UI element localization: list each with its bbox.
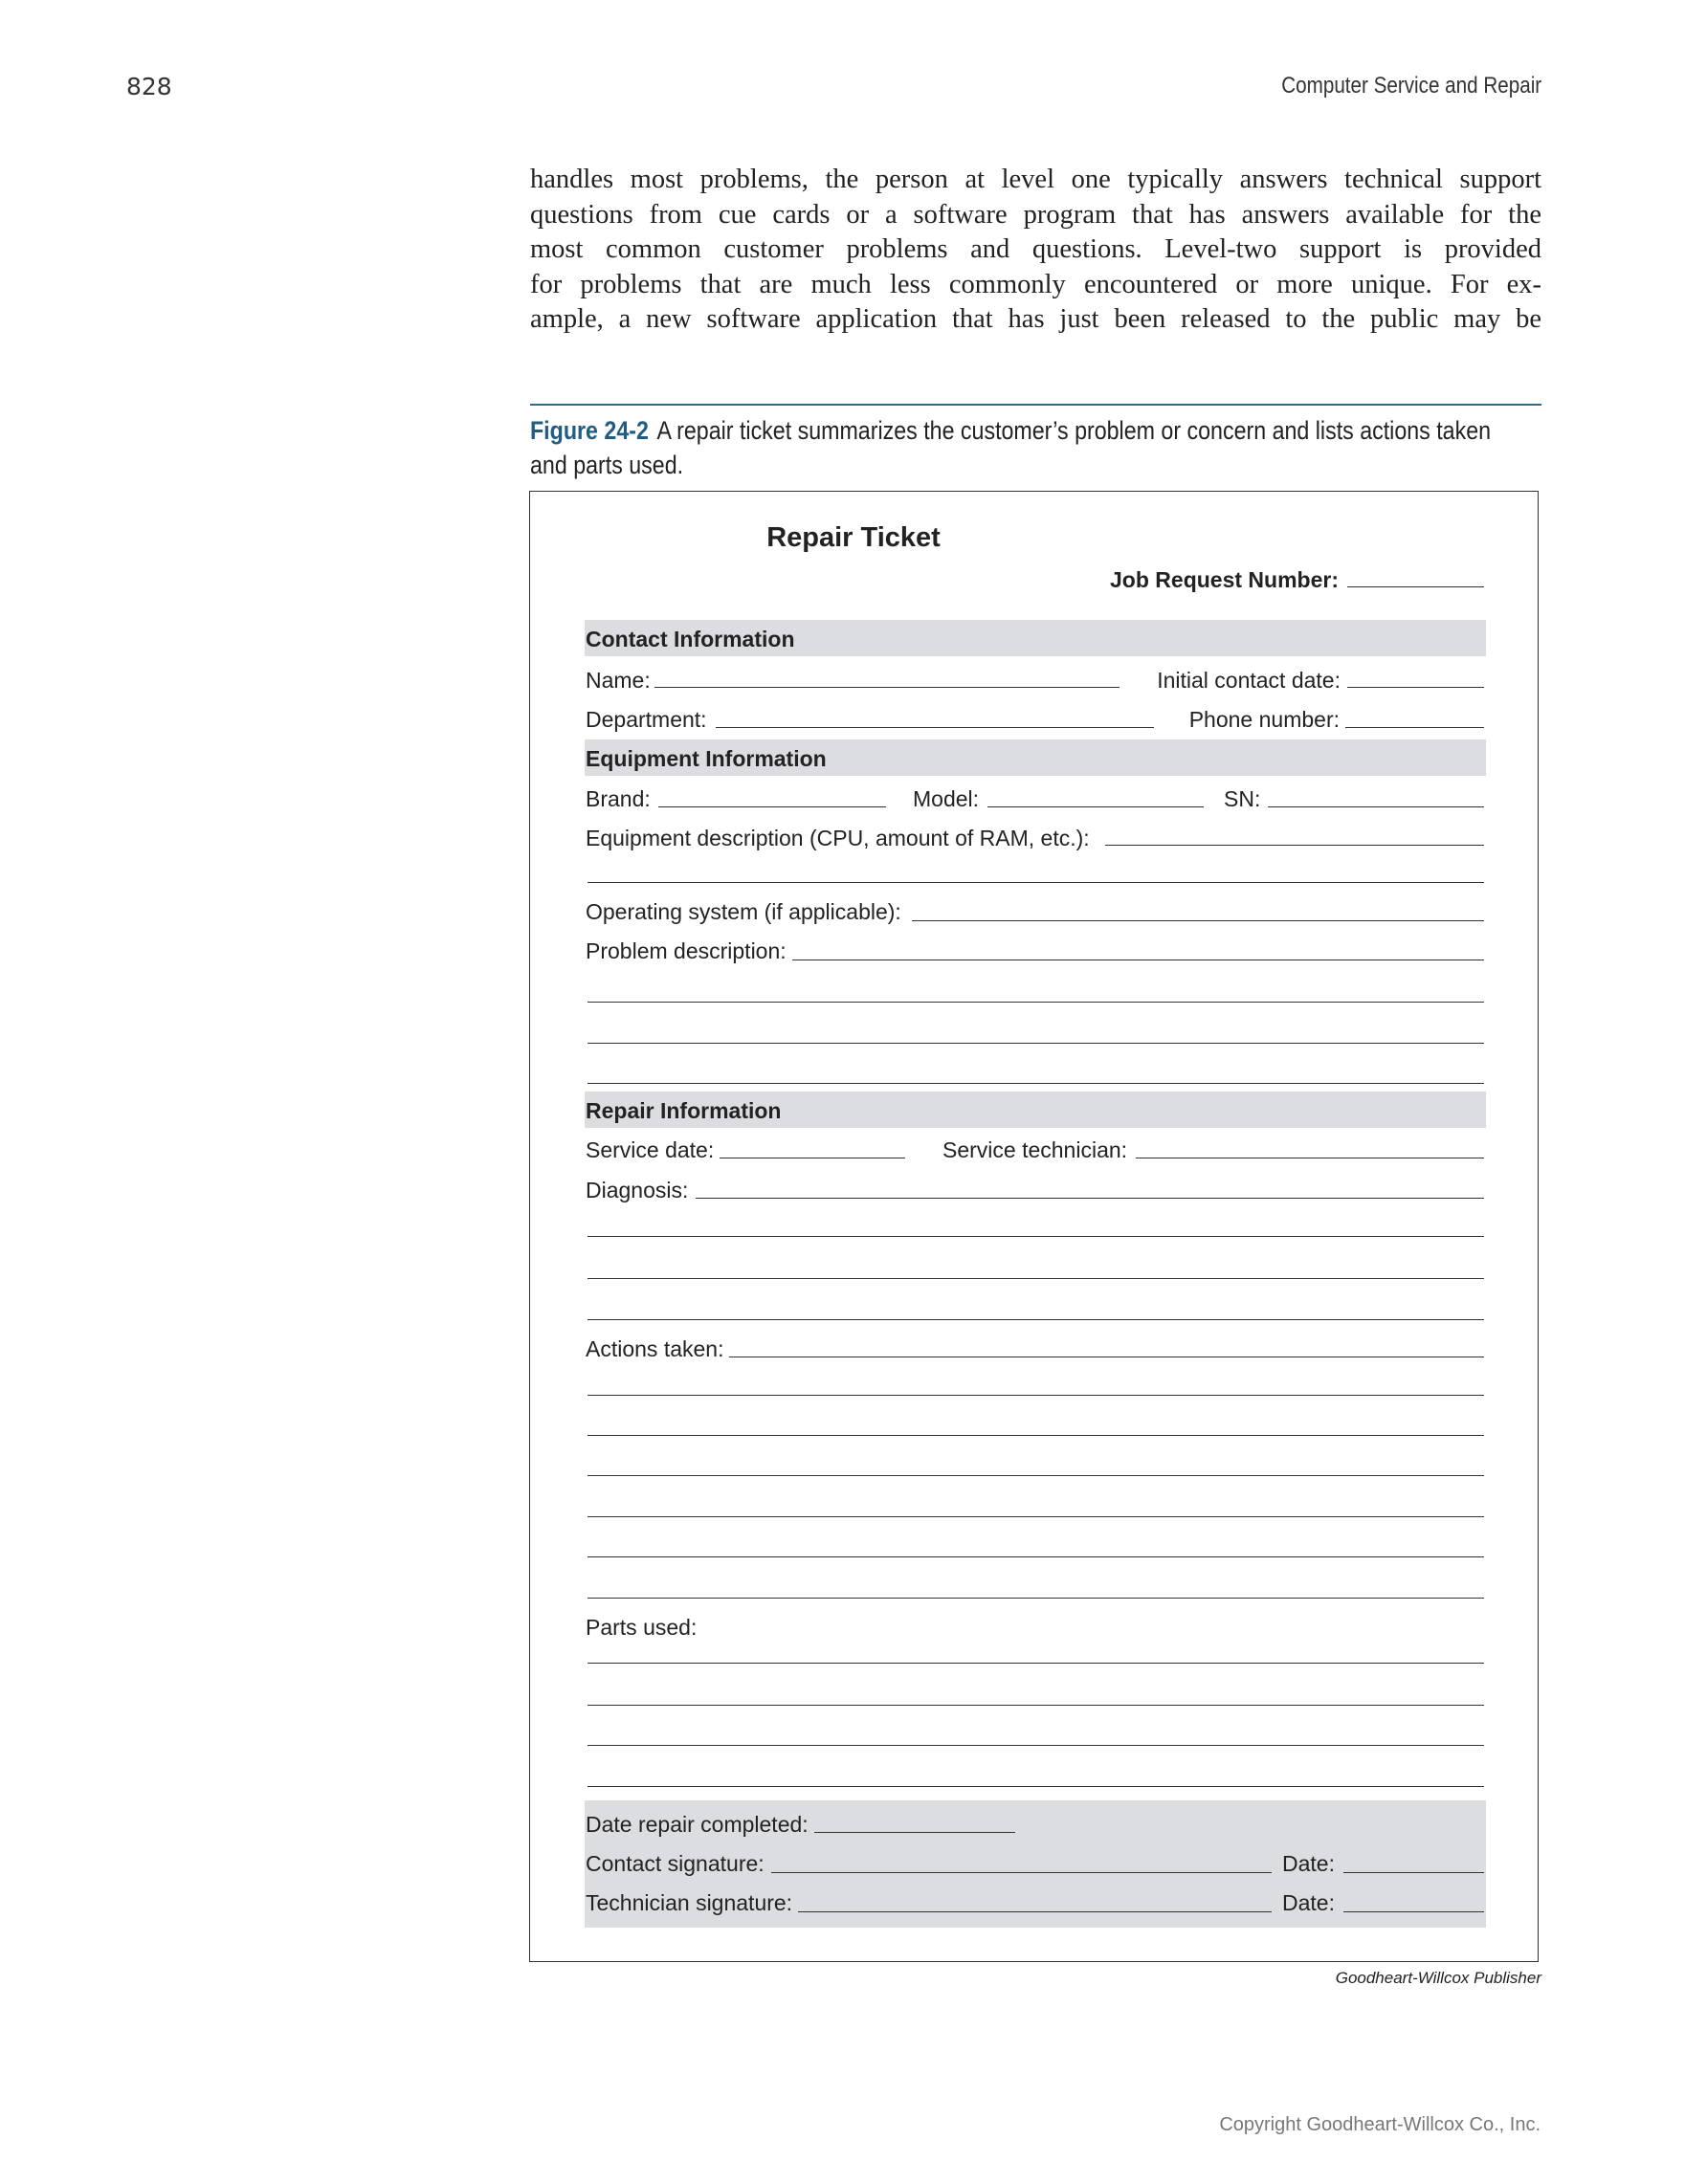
sn-label: SN: <box>1224 786 1261 811</box>
technician-signature-label: Technician signature: <box>586 1890 793 1915</box>
body-line: for problems that are much less commonly encountered or more unique. For ex- <box>530 269 1541 299</box>
body-paragraph <box>530 163 1541 338</box>
name-field[interactable] <box>654 687 1120 688</box>
department-field[interactable] <box>716 727 1154 728</box>
body-line: handles most problems, the person at level one typically answers technical support <box>530 165 1541 194</box>
diagnosis-line[interactable] <box>587 1319 1484 1320</box>
caption-text: and parts used. <box>530 451 684 479</box>
contact-info-heading: Contact Information <box>586 627 795 651</box>
contact-signature-label: Contact signature: <box>586 1851 765 1876</box>
parts-used-line[interactable] <box>587 1705 1484 1706</box>
ticket-title: Repair Ticket <box>766 522 941 553</box>
problem-description-line[interactable] <box>587 1083 1484 1084</box>
problem-description-label: Problem description: <box>586 938 787 963</box>
brand-field[interactable] <box>658 806 886 807</box>
actions-taken-line[interactable] <box>587 1395 1484 1396</box>
diagnosis-field[interactable] <box>696 1198 1484 1199</box>
name-label: Name: <box>586 668 651 693</box>
date-repair-completed-label: Date repair completed: <box>586 1812 809 1837</box>
job-request-field[interactable] <box>1347 586 1484 587</box>
service-technician-label: Service technician: <box>942 1137 1128 1162</box>
initial-contact-date-field[interactable] <box>1347 687 1484 688</box>
actions-taken-line[interactable] <box>587 1435 1484 1436</box>
contact-signature-field[interactable] <box>771 1872 1272 1873</box>
contact-date-label: Date: <box>1282 1851 1335 1876</box>
phone-number-field[interactable] <box>1345 727 1484 728</box>
body-line: most common customer problems and questions. Level-two support is provided <box>530 234 1541 264</box>
brand-label: Brand: <box>586 786 651 811</box>
actions-taken-label: Actions taken: <box>586 1336 724 1361</box>
technician-date-label: Date: <box>1282 1890 1335 1915</box>
equipment-info-heading: Equipment Information <box>586 746 827 771</box>
date-repair-completed-field[interactable] <box>814 1832 1015 1833</box>
equipment-description-label: Equipment description (CPU, amount of RAM, etc.): <box>586 826 1090 850</box>
parts-used-line[interactable] <box>587 1745 1484 1746</box>
repair-info-heading: Repair Information <box>586 1098 782 1123</box>
figure-caption <box>530 413 1542 482</box>
service-date-label: Service date: <box>586 1137 715 1162</box>
problem-description-line[interactable] <box>587 1002 1484 1003</box>
contact-date-field[interactable] <box>1343 1872 1484 1873</box>
technician-date-field[interactable] <box>1343 1911 1484 1912</box>
figure-credit: Goodheart-Willcox Publisher <box>1335 1969 1541 1987</box>
body-line: ample, a new software application that has just been released to the public may be <box>530 304 1541 334</box>
caption-text: A repair ticket summarizes the customer’s problem or concern and lists actions taken <box>656 416 1492 445</box>
sn-field[interactable] <box>1268 806 1484 807</box>
operating-system-field[interactable] <box>912 920 1484 921</box>
page-number: 828 <box>126 73 172 100</box>
operating-system-label: Operating system (if applicable): <box>586 899 901 924</box>
model-field[interactable] <box>987 806 1204 807</box>
actions-taken-line[interactable] <box>587 1598 1484 1599</box>
parts-used-line[interactable] <box>587 1663 1484 1664</box>
diagnosis-label: Diagnosis: <box>586 1178 689 1202</box>
job-request-label: Job Request Number: <box>1110 567 1339 592</box>
actions-taken-line[interactable] <box>587 1516 1484 1517</box>
actions-taken-line[interactable] <box>587 1556 1484 1557</box>
copyright-notice: Copyright Goodheart-Willcox Co., Inc. <box>1219 2114 1541 2135</box>
parts-used-line[interactable] <box>587 1786 1484 1787</box>
parts-used-label: Parts used: <box>586 1615 698 1640</box>
actions-taken-line[interactable] <box>587 1475 1484 1476</box>
figure-rule <box>530 404 1541 406</box>
phone-number-label: Phone number: <box>1188 707 1340 732</box>
diagnosis-line[interactable] <box>587 1278 1484 1279</box>
technician-signature-field[interactable] <box>798 1911 1272 1912</box>
equipment-description-field[interactable] <box>1105 845 1484 846</box>
equipment-description-line[interactable] <box>587 882 1484 883</box>
model-label: Model: <box>913 786 980 811</box>
diagnosis-line[interactable] <box>587 1236 1484 1237</box>
figure-label: Figure 24-2 <box>530 416 649 445</box>
department-label: Department: <box>586 707 707 732</box>
body-line: questions from cue cards or a software program that has answers available for the <box>530 199 1541 230</box>
initial-contact-date-label: Initial contact date: <box>1157 668 1341 693</box>
running-title: Computer Service and Repair <box>1281 73 1541 99</box>
problem-description-line[interactable] <box>587 1043 1484 1044</box>
